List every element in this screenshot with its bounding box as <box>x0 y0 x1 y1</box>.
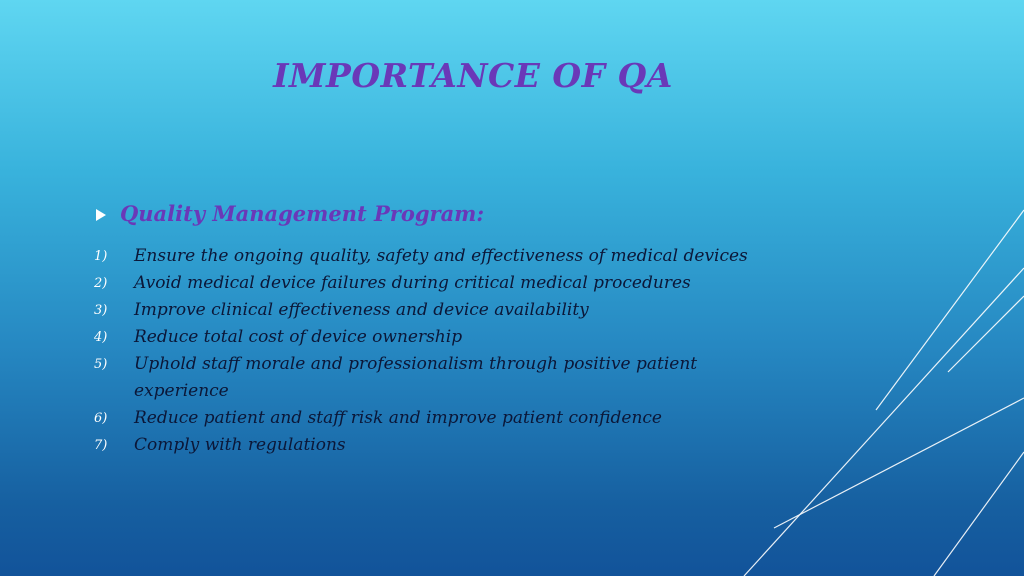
list-item-number: 5) <box>94 357 108 372</box>
list-item <box>94 297 784 324</box>
list-item-text: Improve clinical effectiveness and device availability <box>134 300 589 320</box>
list-item <box>94 243 784 270</box>
list-item-text: Comply with regulations <box>134 435 346 455</box>
list-item-text: Avoid medical device failures during critical medical procedures <box>134 273 691 293</box>
bullet-heading <box>96 201 484 226</box>
list-item-number: 2) <box>94 276 108 291</box>
list-item-text: Uphold staff morale and professionalism through positive patient experience <box>134 354 698 401</box>
list-item-text: Reduce patient and staff risk and improve patient confidence <box>134 408 662 428</box>
decorative-line <box>774 398 1024 528</box>
list-item <box>94 432 784 459</box>
list-item <box>94 405 784 432</box>
list-item-text: Ensure the ongoing quality, safety and effectiveness of medical devices <box>134 246 748 266</box>
list-item <box>94 324 784 351</box>
decorative-line <box>876 210 1024 410</box>
list-item-text: Reduce total cost of device ownership <box>134 327 463 347</box>
list-item-number: 6) <box>94 411 108 426</box>
bullet-label: Quality Management Program: <box>120 201 485 226</box>
numbered-list <box>94 243 784 459</box>
list-item-number: 7) <box>94 438 108 453</box>
triangle-right-icon <box>96 209 106 221</box>
list-item <box>94 270 784 297</box>
list-item-number: 4) <box>94 330 108 345</box>
list-item <box>94 351 784 405</box>
slide-title: IMPORTANCE OF QA <box>273 56 673 95</box>
decorative-line <box>934 452 1024 576</box>
decorative-line <box>744 268 1024 576</box>
list-item-number: 3) <box>94 303 108 318</box>
list-item-number: 1) <box>94 249 108 264</box>
decorative-line <box>948 296 1024 372</box>
